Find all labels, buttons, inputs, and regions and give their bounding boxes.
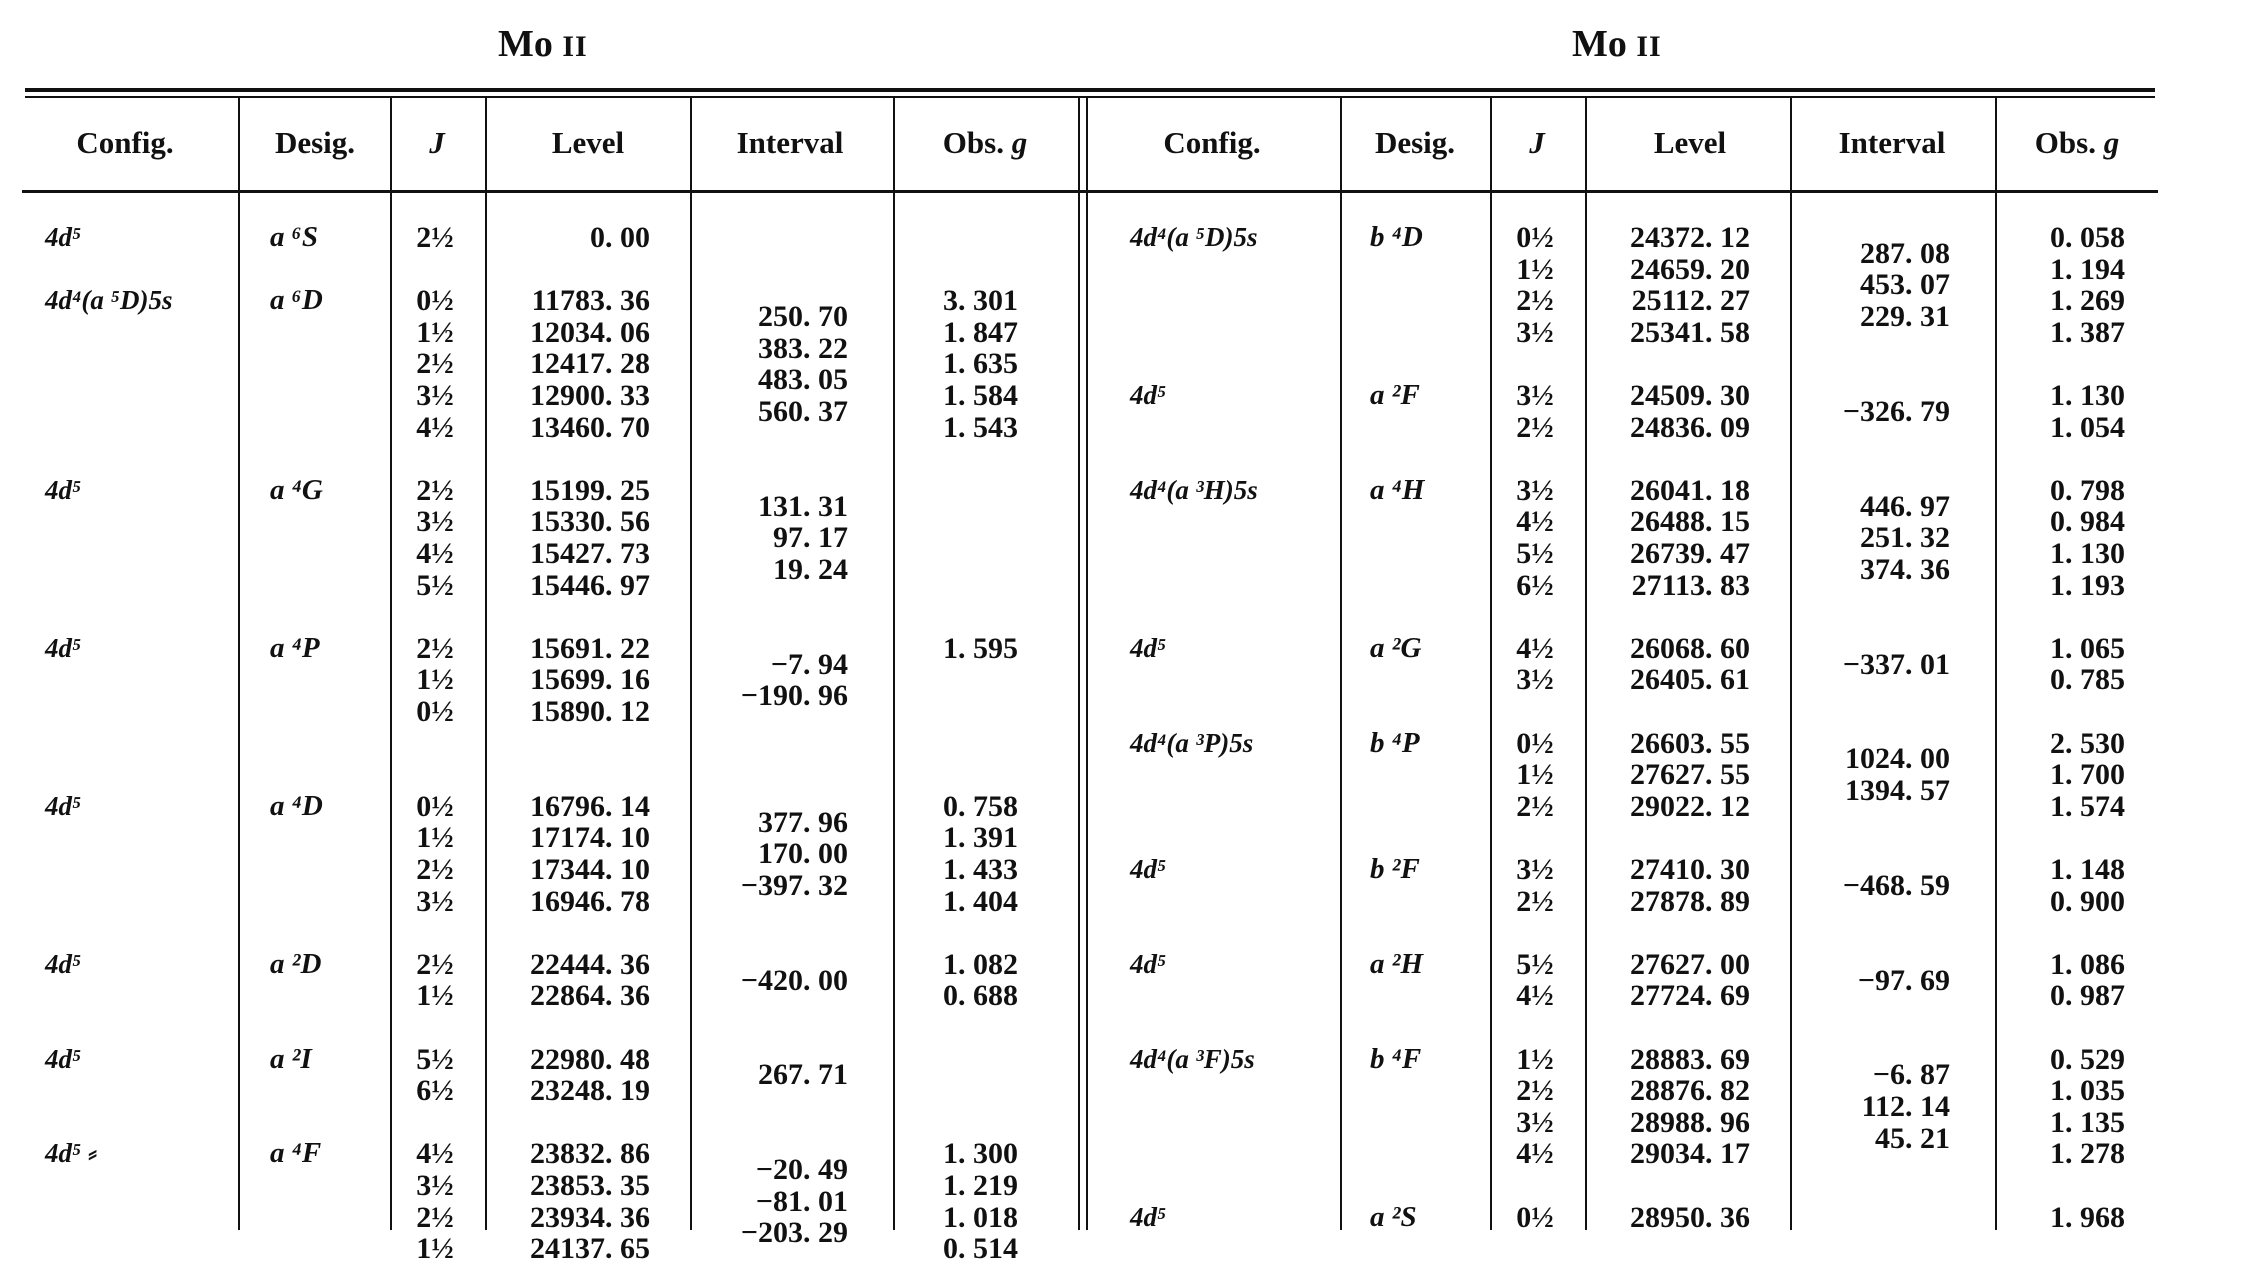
left-obs-g: 1. 018 <box>943 1200 1018 1234</box>
left-j-value: 2½ <box>416 221 454 254</box>
right-level: 27878. 89 <box>1630 884 1750 918</box>
right-obs-g: 0. 529 <box>2050 1042 2125 1076</box>
left-level: 22864. 36 <box>530 979 650 1013</box>
left-level: 17344. 10 <box>530 853 650 886</box>
right-title-sc: II <box>1636 30 1662 63</box>
left-header-1: Desig. <box>274 125 356 160</box>
left-interval: 377. 96 <box>758 805 848 839</box>
left-j-value: 5½ <box>416 1042 454 1076</box>
left-obs-g: 0. 758 <box>943 789 1018 823</box>
left-obs-g: 0. 688 <box>943 979 1018 1013</box>
right-level: 28950. 36 <box>1630 1200 1750 1234</box>
left-config: 4d⁵ ⸗ <box>45 1138 98 1169</box>
right-interval: 112. 14 <box>1861 1090 1950 1123</box>
left-header-5: Obs. g <box>942 125 1028 160</box>
right-header-2: J <box>1529 125 1545 160</box>
right-col-divider <box>1340 98 1342 1230</box>
left-config: 4d⁵ <box>45 222 82 252</box>
right-obs-g: 1. 269 <box>2050 284 2125 318</box>
right-level: 29034. 17 <box>1630 1137 1750 1171</box>
left-interval: 250. 70 <box>758 300 848 333</box>
left-header-3: Level <box>551 125 625 160</box>
right-level: 29022. 12 <box>1630 789 1750 823</box>
right-designation: a ²H <box>1370 947 1424 980</box>
left-level: 22980. 48 <box>530 1042 650 1076</box>
right-obs-g: 1. 387 <box>2050 315 2125 349</box>
right-obs-g: 2. 530 <box>2050 726 2125 760</box>
left-level: 0. 00 <box>590 221 650 254</box>
right-j-value: 3½ <box>1516 379 1554 412</box>
right-obs-g: 1. 574 <box>2050 789 2125 823</box>
right-designation: a ²F <box>1370 379 1420 411</box>
right-j-value: 3½ <box>1516 315 1554 349</box>
right-interval: −6. 87 <box>1872 1058 1950 1092</box>
right-level: 26603. 55 <box>1630 726 1750 760</box>
left-interval: −7. 94 <box>770 647 848 681</box>
right-interval: 1024. 00 <box>1845 742 1950 776</box>
left-interval: 170. 00 <box>758 837 848 871</box>
right-level: 25112. 27 <box>1631 284 1750 318</box>
right-j-value: 2½ <box>1516 1074 1554 1108</box>
right-obs-g: 1. 035 <box>2050 1074 2125 1108</box>
center-divider-b <box>1086 98 1088 1230</box>
left-interval: −81. 01 <box>755 1184 848 1218</box>
right-j-value: 3½ <box>1516 663 1554 697</box>
right-level: 27410. 30 <box>1630 853 1750 886</box>
right-obs-g: 1. 135 <box>2050 1105 2125 1139</box>
left-designation: a ⁴D <box>270 789 323 822</box>
left-j-value: 1½ <box>416 315 454 349</box>
right-obs-g: 1. 130 <box>2050 379 2125 412</box>
left-level: 23934. 36 <box>530 1200 650 1234</box>
right-config: 4d⁴(a ³H)5s <box>1130 474 1258 505</box>
left-config: 4d⁴(a ⁵D)5s <box>45 285 173 316</box>
left-interval: 560. 37 <box>758 394 848 428</box>
left-level: 15446. 97 <box>530 568 650 602</box>
right-j-value: 2½ <box>1516 410 1554 444</box>
left-interval: 19. 24 <box>773 552 848 586</box>
left-j-value: 3½ <box>416 884 454 918</box>
right-config: 4d⁵ <box>1130 632 1167 663</box>
right-level: 24509. 30 <box>1630 379 1750 412</box>
left-level: 24137. 65 <box>530 1232 650 1266</box>
right-obs-g: 0. 058 <box>2050 221 2125 254</box>
right-level: 24372. 12 <box>1630 221 1750 254</box>
left-level: 22444. 36 <box>530 947 650 981</box>
right-config: 4d⁴(a ³F)5s <box>1130 1043 1255 1074</box>
right-title-main: Mo <box>1572 23 1627 65</box>
right-j-value: 4½ <box>1516 1137 1554 1171</box>
left-j-value: 3½ <box>416 505 454 539</box>
left-j-value: 1½ <box>416 821 454 855</box>
right-obs-g: 1. 086 <box>2050 947 2125 981</box>
center-divider-a <box>1078 98 1080 1230</box>
right-header-1: Desig. <box>1374 125 1456 160</box>
left-interval: 483. 05 <box>758 363 848 397</box>
left-level: 11783. 36 <box>531 284 650 318</box>
left-interval: −20. 49 <box>755 1153 848 1187</box>
left-j-value: 1½ <box>416 663 454 697</box>
right-j-value: 3½ <box>1516 1105 1554 1139</box>
left-table-title <box>498 22 588 66</box>
left-interval: −397. 32 <box>740 868 848 902</box>
left-obs-g: 1. 391 <box>943 821 1018 855</box>
left-j-value: 2½ <box>416 631 454 665</box>
right-j-value: 2½ <box>1516 789 1554 823</box>
right-j-value: 2½ <box>1516 884 1554 918</box>
right-header-5: Obs. g <box>2034 125 2120 160</box>
right-j-value: 1½ <box>1516 252 1554 286</box>
right-interval: 251. 32 <box>1860 521 1950 555</box>
left-obs-g: 1. 847 <box>943 315 1018 349</box>
left-level: 13460. 70 <box>530 410 650 444</box>
left-interval: 131. 31 <box>758 489 848 523</box>
left-obs-g: 1. 635 <box>943 347 1018 381</box>
right-obs-g: 0. 984 <box>2050 505 2125 539</box>
left-designation: a ⁴F <box>270 1137 322 1170</box>
left-designation: a ²I <box>270 1042 312 1075</box>
right-level: 24659. 20 <box>1630 252 1750 286</box>
left-obs-g: 1. 433 <box>943 853 1018 886</box>
left-j-value: 4½ <box>416 410 454 444</box>
left-obs-g: 1. 082 <box>943 947 1018 981</box>
right-config: 4d⁵ <box>1130 1201 1167 1232</box>
left-col-divider <box>238 98 240 1230</box>
right-obs-g: 1. 194 <box>2050 252 2125 286</box>
left-level: 16796. 14 <box>530 789 650 823</box>
left-level: 12900. 33 <box>530 379 650 412</box>
left-j-value: 1½ <box>416 979 454 1013</box>
right-interval: 1394. 57 <box>1845 774 1950 807</box>
right-obs-g: 1. 148 <box>2050 853 2125 886</box>
right-config: 4d⁴(a ⁵D)5s <box>1130 222 1258 252</box>
left-interval: −420. 00 <box>740 963 848 997</box>
right-obs-g: 0. 798 <box>2050 473 2125 507</box>
left-j-value: 4½ <box>416 537 454 570</box>
left-j-value: 4½ <box>416 1137 454 1171</box>
right-designation: b ⁴P <box>1370 726 1420 759</box>
right-j-value: 3½ <box>1516 473 1554 507</box>
left-header-2: J <box>429 125 445 160</box>
right-obs-g: 1. 700 <box>2050 758 2125 792</box>
left-j-value: 0½ <box>416 789 454 823</box>
left-level: 15199. 25 <box>530 473 650 507</box>
left-title-sc: II <box>562 30 588 63</box>
left-j-value: 2½ <box>416 347 454 381</box>
right-level: 26405. 61 <box>1630 663 1750 697</box>
left-header-4: Interval <box>736 125 844 160</box>
left-interval: 383. 22 <box>758 331 848 365</box>
left-j-value: 2½ <box>416 1200 454 1234</box>
left-config: 4d⁵ <box>45 474 82 505</box>
left-j-value: 3½ <box>416 1169 454 1202</box>
left-j-value: 0½ <box>416 284 454 318</box>
right-obs-g: 0. 900 <box>2050 884 2125 918</box>
left-level: 15427. 73 <box>530 537 650 570</box>
right-interval: 453. 07 <box>1860 268 1950 302</box>
left-j-value: 2½ <box>416 947 454 981</box>
right-designation: b ⁴F <box>1370 1042 1422 1075</box>
left-level: 15699. 16 <box>530 663 650 697</box>
right-header-3: Level <box>1653 125 1727 160</box>
left-level: 23248. 19 <box>530 1074 650 1108</box>
left-obs-g: 1. 404 <box>943 884 1018 918</box>
right-level: 28883. 69 <box>1630 1042 1750 1076</box>
left-config: 4d⁵ <box>45 790 82 821</box>
left-j-value: 1½ <box>416 1232 454 1266</box>
left-designation: a ⁴G <box>270 473 323 506</box>
left-obs-g: 1. 595 <box>943 631 1018 665</box>
top-rule-thick <box>25 88 2155 92</box>
right-obs-g: 1. 193 <box>2050 568 2125 602</box>
right-j-value: 0½ <box>1516 726 1554 760</box>
right-interval: 287. 08 <box>1860 236 1950 270</box>
right-level: 26041. 18 <box>1630 473 1750 507</box>
right-config: 4d⁵ <box>1130 948 1167 979</box>
left-interval: 97. 17 <box>773 521 848 555</box>
right-level: 28876. 82 <box>1630 1074 1750 1108</box>
right-level: 25341. 58 <box>1630 315 1750 349</box>
right-table-title <box>1572 22 1662 66</box>
right-j-value: 0½ <box>1516 221 1554 254</box>
right-j-value: 0½ <box>1516 1200 1554 1234</box>
right-level: 26068. 60 <box>1630 631 1750 665</box>
right-designation: a ⁴H <box>1370 473 1425 506</box>
left-designation: a ⁶S <box>270 221 318 253</box>
right-designation: b ²F <box>1370 853 1420 885</box>
left-level: 12034. 06 <box>530 315 650 349</box>
left-j-value: 3½ <box>416 379 454 412</box>
right-j-value: 4½ <box>1516 979 1554 1013</box>
right-interval: −326. 79 <box>1842 394 1950 428</box>
left-level: 23853. 35 <box>530 1169 650 1202</box>
left-level: 15890. 12 <box>530 695 650 728</box>
left-j-value: 6½ <box>416 1074 454 1108</box>
right-interval: 446. 97 <box>1860 489 1950 523</box>
top-rule-thin <box>25 96 2155 98</box>
right-obs-g: 0. 785 <box>2050 663 2125 697</box>
right-config: 4d⁵ <box>1130 380 1167 410</box>
left-j-value: 2½ <box>416 853 454 886</box>
right-interval: −337. 01 <box>1842 647 1950 681</box>
right-interval: −97. 69 <box>1857 963 1950 997</box>
left-level: 15330. 56 <box>530 505 650 539</box>
left-level: 16946. 78 <box>530 884 650 918</box>
right-config: 4d⁵ <box>1130 854 1167 884</box>
right-level: 27113. 83 <box>1631 568 1750 602</box>
left-obs-g: 1. 543 <box>943 410 1018 444</box>
right-designation: b ⁴D <box>1370 221 1423 253</box>
left-j-value: 0½ <box>416 695 454 728</box>
right-j-value: 3½ <box>1516 853 1554 886</box>
left-config: 4d⁵ <box>45 632 82 663</box>
right-interval: 229. 31 <box>1860 300 1950 333</box>
right-j-value: 5½ <box>1516 537 1554 570</box>
right-header-4: Interval <box>1838 125 1946 160</box>
left-obs-g: 1. 219 <box>943 1169 1018 1202</box>
left-title-main: Mo <box>498 23 553 65</box>
right-j-value: 4½ <box>1516 631 1554 665</box>
left-obs-g: 1. 584 <box>943 379 1018 412</box>
right-level: 26739. 47 <box>1630 537 1750 570</box>
right-j-value: 4½ <box>1516 505 1554 539</box>
right-level: 28988. 96 <box>1630 1105 1750 1139</box>
left-header-0: Config. <box>76 125 174 160</box>
left-obs-g: 3. 301 <box>943 284 1018 318</box>
right-obs-g: 1. 968 <box>2050 1200 2125 1234</box>
left-designation: a ²D <box>270 947 322 980</box>
right-j-value: 1½ <box>1516 1042 1554 1076</box>
right-interval: −468. 59 <box>1842 868 1950 902</box>
right-j-value: 2½ <box>1516 284 1554 318</box>
right-designation: a ²G <box>1370 631 1422 664</box>
left-obs-g: 1. 300 <box>943 1137 1018 1171</box>
left-config: 4d⁵ <box>45 948 82 979</box>
left-level: 23832. 86 <box>530 1137 650 1171</box>
left-designation: a ⁴P <box>270 631 320 664</box>
right-interval: 374. 36 <box>1860 552 1950 586</box>
right-level: 27627. 00 <box>1630 947 1750 981</box>
right-level: 24836. 09 <box>1630 410 1750 444</box>
right-level: 27627. 55 <box>1630 758 1750 792</box>
left-level: 17174. 10 <box>530 821 650 855</box>
left-designation: a ⁶D <box>270 284 323 317</box>
left-level: 12417. 28 <box>530 347 650 381</box>
right-designation: a ²S <box>1370 1200 1417 1233</box>
left-interval: −190. 96 <box>740 679 848 713</box>
right-j-value: 1½ <box>1516 758 1554 792</box>
right-obs-g: 1. 130 <box>2050 537 2125 570</box>
right-header-0: Config. <box>1163 125 1261 160</box>
right-level: 27724. 69 <box>1630 979 1750 1013</box>
left-config: 4d⁵ <box>45 1043 82 1074</box>
right-j-value: 5½ <box>1516 947 1554 981</box>
left-obs-g: 0. 514 <box>943 1232 1018 1266</box>
right-col-divider <box>1490 98 1492 1230</box>
right-config: 4d⁴(a ³P)5s <box>1130 727 1254 758</box>
right-level: 26488. 15 <box>1630 505 1750 539</box>
right-obs-g: 1. 278 <box>2050 1137 2125 1171</box>
left-interval: 267. 71 <box>758 1058 848 1092</box>
left-j-value: 2½ <box>416 473 454 507</box>
left-interval: −203. 29 <box>740 1216 848 1250</box>
right-j-value: 6½ <box>1516 568 1554 602</box>
left-j-value: 5½ <box>416 568 454 602</box>
left-level: 15691. 22 <box>530 631 650 665</box>
right-obs-g: 0. 987 <box>2050 979 2125 1013</box>
right-obs-g: 1. 054 <box>2050 410 2125 444</box>
left-col-divider <box>390 98 392 1230</box>
right-obs-g: 1. 065 <box>2050 631 2125 665</box>
header-rule <box>22 190 2158 193</box>
right-interval: 45. 21 <box>1875 1121 1950 1155</box>
